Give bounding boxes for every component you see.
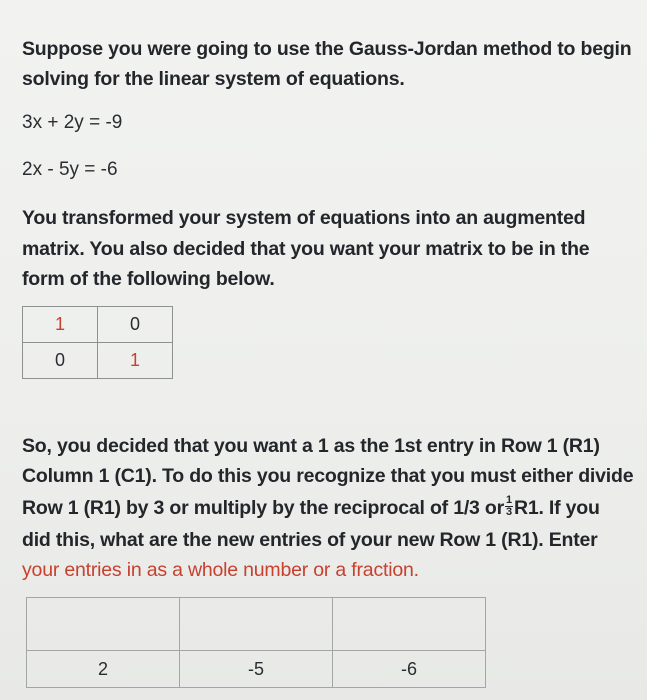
transform-line-3: form of the following below. (22, 268, 275, 290)
question-line-5: your entries in as a whole number or a fraction. (22, 559, 419, 581)
answer-cell[interactable] (27, 598, 180, 651)
answer-cell[interactable] (333, 598, 486, 651)
matrix-cell: 1 (23, 307, 98, 343)
target-matrix (22, 306, 173, 379)
answer-cell[interactable]: -5 (180, 651, 333, 688)
equation-1: 3x + 2y = -9 (22, 112, 123, 133)
matrix-cell: 0 (98, 307, 173, 343)
answer-table (26, 597, 486, 688)
one-third-fraction (505, 495, 513, 518)
question-line-2: Column 1 (C1). To do this you recognize that you must either divide (22, 465, 634, 487)
matrix-row (23, 307, 173, 343)
answer-cell[interactable] (180, 598, 333, 651)
transform-line-1: You transformed your system of equations into an augmented (22, 207, 586, 229)
question-line-3-start: Row 1 (R1) by 3 or multiply by the reciprocal of 1/3 or (22, 497, 505, 519)
matrix-row (23, 343, 173, 379)
transform-line-2: matrix. You also decided that you want your matrix to be in the (22, 238, 590, 260)
matrix-cell: 0 (23, 343, 98, 379)
question-line-1: So, you decided that you want a 1 as the 1st entry in Row 1 (R1) (22, 435, 600, 457)
intro-line-1: Suppose you were going to use the Gauss-Jordan method to begin (22, 38, 632, 60)
matrix-cell: 1 (98, 343, 173, 379)
answer-cell[interactable]: -6 (333, 651, 486, 688)
fraction-denominator: 3 (506, 506, 512, 519)
question-line-3-end: R1. If you (513, 497, 600, 519)
answer-row-empty (27, 598, 486, 651)
question-line-4 (22, 525, 598, 555)
equation-2: 2x - 5y = -6 (22, 159, 118, 180)
question-line-3 (22, 493, 600, 523)
intro-line-2: solving for the linear system of equations. (22, 68, 405, 90)
answer-row (27, 651, 486, 688)
answer-cell[interactable]: 2 (27, 651, 180, 688)
question-line-4-text: did this, what are the new entries of your new Row 1 (R1). Enter (22, 529, 598, 551)
fraction-numerator: 1 (506, 494, 512, 507)
